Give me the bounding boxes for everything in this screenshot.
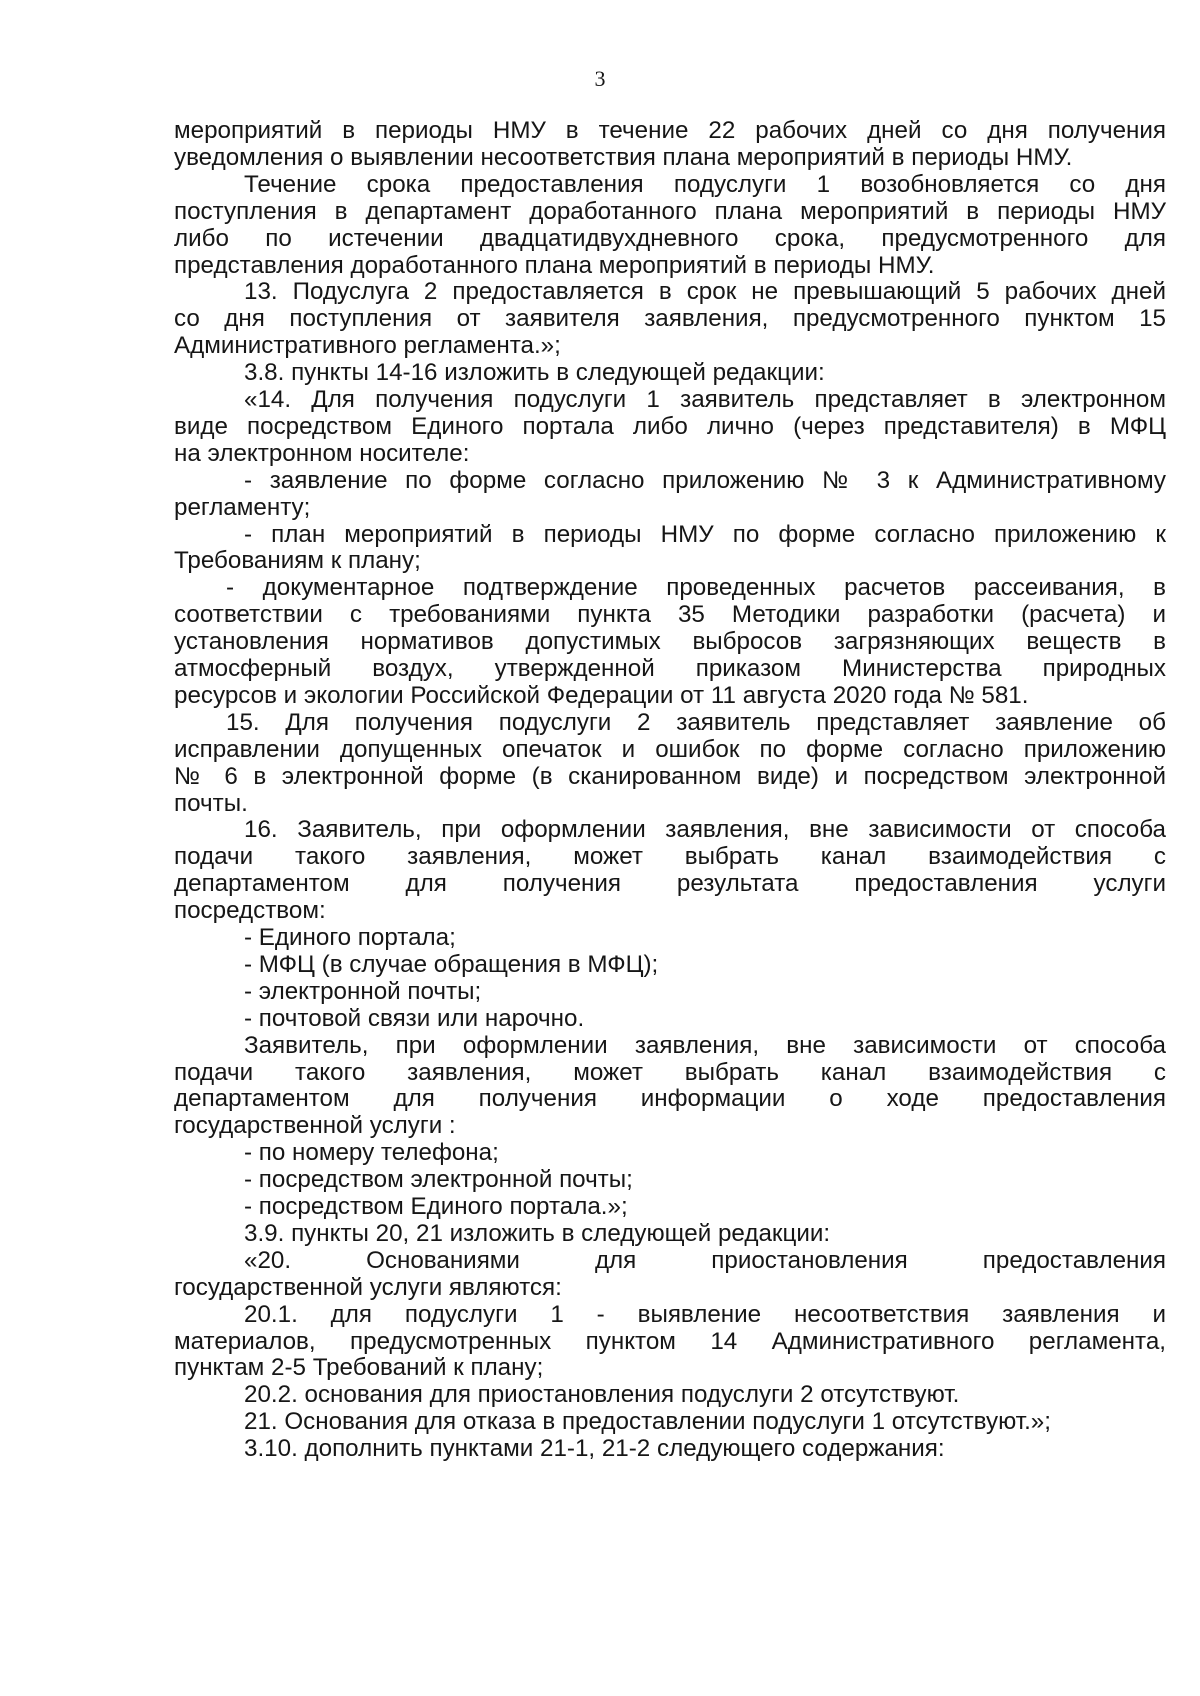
text-line: материалов, предусмотренных пунктом 14 Административного регламента, <box>174 1327 1166 1355</box>
text-line: 20.1. для подуслуги 1 - выявление несоответствия заявления и <box>244 1300 1166 1328</box>
text-line: регламенту; <box>174 493 311 521</box>
text-line: на электронном носителе: <box>174 439 470 467</box>
text-line: Требованиям к плану; <box>174 547 421 575</box>
text-line: - посредством Единого портала.»; <box>244 1193 628 1220</box>
text-line: департаментом для получения информации о ходе предоставления <box>174 1085 1166 1113</box>
text-line: «14. Для получения подуслуги 1 заявитель представляет в электронном <box>244 386 1166 413</box>
text-line: - план мероприятий в периоды НМУ по форме согласно приложению к <box>244 520 1166 548</box>
page-number: 3 <box>594 66 606 91</box>
text-line: уведомления о выявлении несоответствия плана мероприятий в периоды НМУ. <box>174 143 1073 171</box>
text-line: пунктам 2-5 Требований к плану; <box>174 1354 544 1382</box>
text-line: 3.8. пункты 14-16 изложить в следующей редакции: <box>244 359 825 387</box>
text-line: - электронной почты; <box>244 977 482 1005</box>
text-line: соответствии с требованиями пункта 35 Методики разработки (расчета) и <box>174 601 1166 629</box>
text-line: со дня поступления от заявителя заявления, предусмотренного пунктом 15 <box>174 305 1166 333</box>
text-line: 3.9. пункты 20, 21 изложить в следующей редакции: <box>244 1219 831 1247</box>
text-line: почты. <box>174 789 248 817</box>
text-line: представления доработанного плана мероприятий в периоды НМУ. <box>174 251 935 279</box>
text-line: посредством: <box>174 897 326 925</box>
text-line: виде посредством Единого портала либо лично (через представителя) в МФЦ <box>174 412 1166 440</box>
text-line: мероприятий в периоды НМУ в течение 22 рабочих дней со дня получения <box>174 117 1166 144</box>
text-line: - посредством электронной почты; <box>244 1166 633 1194</box>
text-line: Течение срока предоставления подуслуги 1 возобновляется со дня <box>244 170 1166 198</box>
text-line: 13. Подуслуга 2 предоставляется в срок не превышающий 5 рабочих дней <box>244 278 1166 306</box>
text-line: государственной услуги являются: <box>174 1273 562 1301</box>
text-line: 3.10. дополнить пунктами 21-1, 21-2 следующего содержания: <box>244 1435 945 1463</box>
text-line: исправлении допущенных опечаток и ошибок по форме согласно приложению <box>174 735 1166 763</box>
text-line: 21. Основания для отказа в предоставлении подуслуги 1 отсутствуют.»; <box>244 1408 1051 1436</box>
text-line: - почтовой связи или нарочно. <box>244 1004 585 1032</box>
text-line: Административного регламента.»; <box>174 332 561 360</box>
text-line: Заявитель, при оформлении заявления, вне зависимости от способа <box>244 1031 1166 1059</box>
text-line: 20.2. основания для приостановления подуслуги 2 отсутствуют. <box>244 1381 960 1409</box>
text-line: - МФЦ (в случае обращения в МФЦ); <box>244 950 659 978</box>
text-line: подачи такого заявления, может выбрать канал взаимодействия с <box>174 843 1166 871</box>
text-line: либо по истечении двадцатидвухдневного срока, предусмотренного для <box>174 224 1166 252</box>
text-line: ресурсов и экологии Российской Федерации от 11 августа 2020 года № 581. <box>174 681 1029 709</box>
text-line: установления нормативов допустимых выбросов загрязняющих веществ в <box>174 628 1166 656</box>
text-line: - по номеру телефона; <box>244 1139 499 1167</box>
text-line: государственной услуги : <box>174 1112 456 1140</box>
text-line: № 6 в электронной форме (в сканированном виде) и посредством электронной <box>174 762 1166 790</box>
text-line: - заявление по форме согласно приложению № 3 к Административному <box>244 466 1166 494</box>
text-line: - Единого портала; <box>244 924 456 951</box>
text-line: 15. Для получения подуслуги 2 заявитель представляет заявление об <box>226 708 1166 736</box>
text-line: «20. Основаниями для приостановления предоставления <box>244 1246 1166 1274</box>
text-line: 16. Заявитель, при оформлении заявления, вне зависимости от способа <box>244 816 1166 844</box>
text-line: департаментом для получения результата предоставления услуги <box>174 870 1166 898</box>
text-line: атмосферный воздух, утвержденной приказом Министерства природных <box>174 655 1166 682</box>
text-line: подачи такого заявления, может выбрать канал взаимодействия с <box>174 1058 1166 1086</box>
text-line: - документарное подтверждение проведенных расчетов рассеивания, в <box>226 574 1166 602</box>
text-line: поступления в департамент доработанного плана мероприятий в периоды НМУ <box>174 197 1166 225</box>
